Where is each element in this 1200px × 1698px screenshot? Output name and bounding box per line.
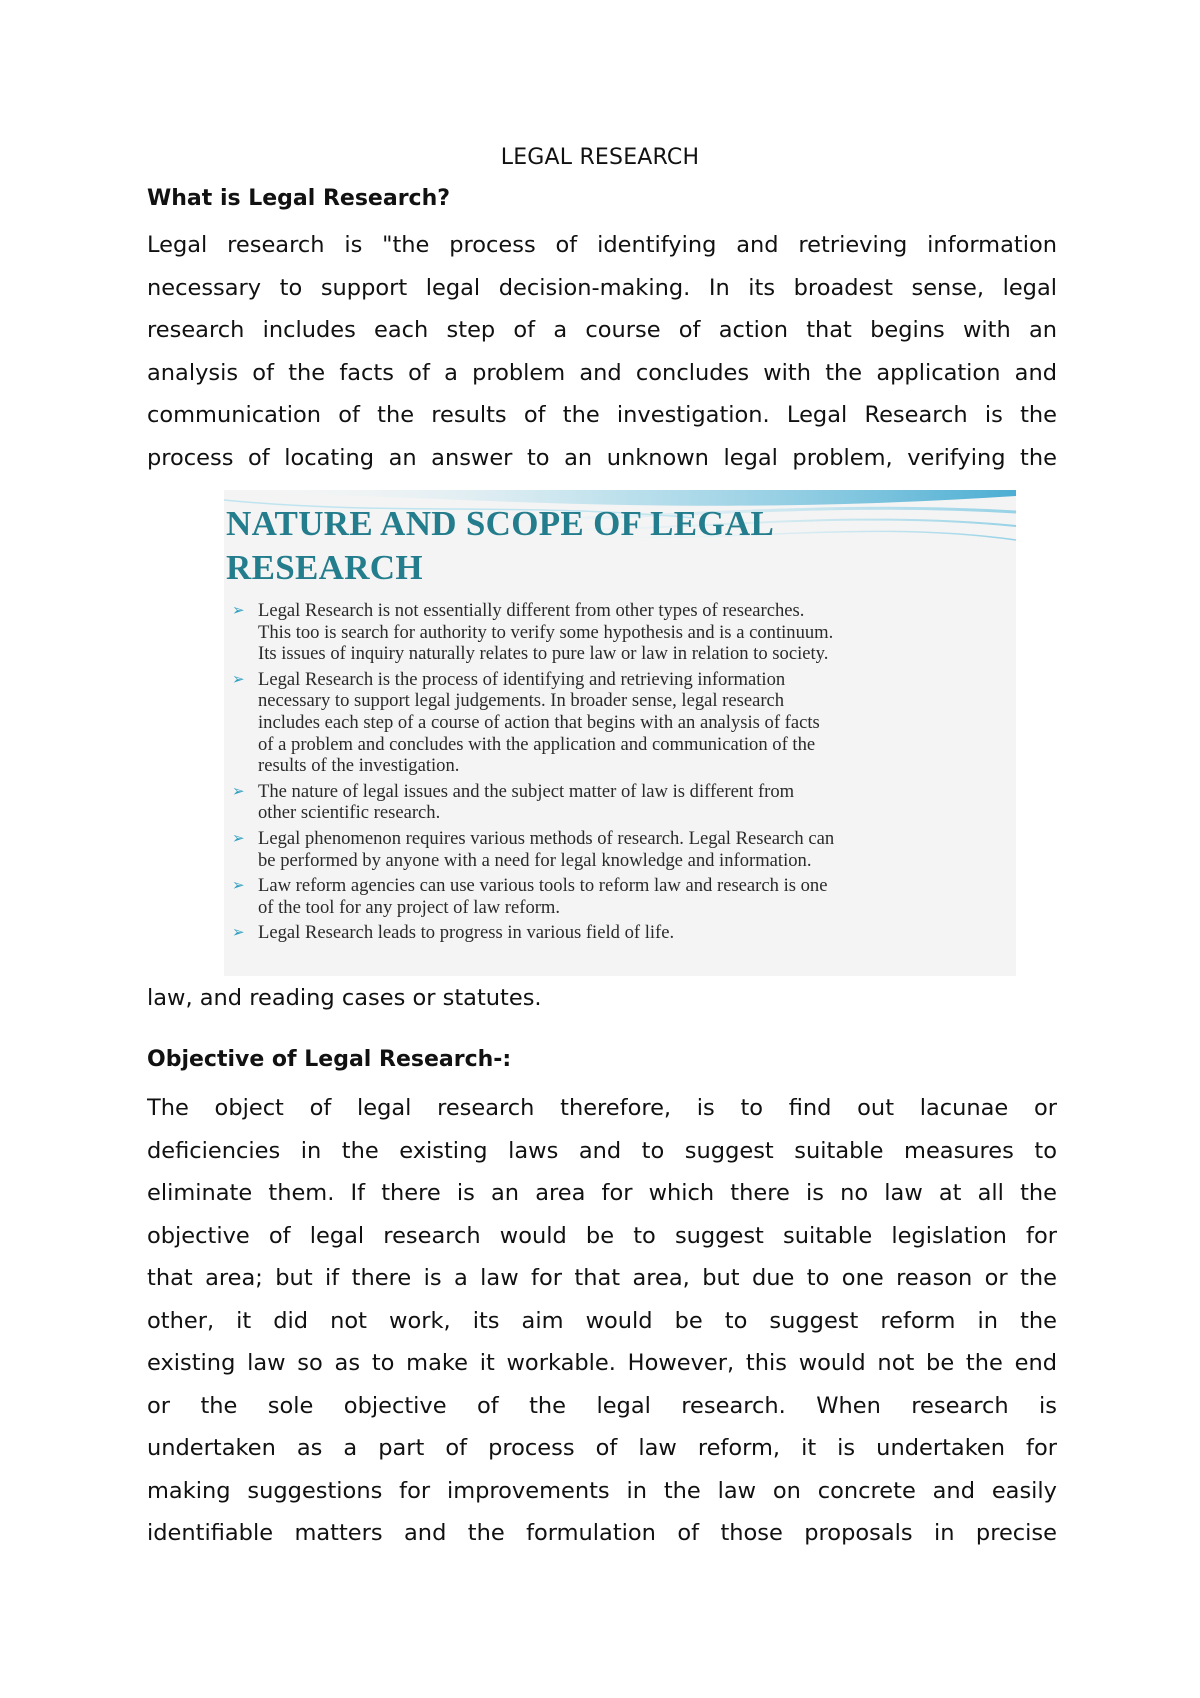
document-title: LEGAL RESEARCH: [500, 145, 700, 170]
slide-bullet-text: Law reform agencies can use various tools to reform law and research is one of the tool for any project of law reform.: [258, 875, 828, 918]
paragraph-line: deficiencies in the existing laws and to suggest suitable measures to: [147, 1137, 1057, 1164]
paragraph-line: process of locating an answer to an unknown legal problem, verifying the: [147, 444, 1057, 471]
arrow-bullet-icon: ➢: [232, 601, 245, 619]
arrow-bullet-icon: ➢: [232, 669, 245, 688]
paragraph-line: communication of the results of the investigation. Legal Research is the: [147, 402, 1057, 428]
slide-title-line2: RESEARCH: [226, 548, 423, 587]
slide-bullet-text: Legal phenomenon requires various methods of research. Legal Research can be performed by anyone with a need for legal knowledge and information.: [258, 827, 835, 871]
arrow-bullet-icon: ➢: [232, 828, 245, 847]
paragraph-line: The object of legal research therefore, is to find out lacunae or: [147, 1095, 1057, 1121]
slide-bullet-item: [232, 922, 1012, 944]
slide-bullet-item: [232, 781, 1012, 824]
paragraph-definition-continued: [147, 977, 1057, 1020]
section-heading-what-is: What is Legal Research?: [147, 186, 451, 211]
paragraph-line: that area; but if there is a law for that area, but due to one reason or the: [147, 1265, 1057, 1291]
nature-scope-slide-figure: [224, 490, 1016, 976]
paragraph-line: other, it did not work, its aim would be to suggest reform in the: [147, 1307, 1057, 1334]
arrow-bullet-icon: ➢: [232, 876, 245, 895]
slide-bullet-item: [232, 875, 1012, 918]
slide-bullet-text: Legal Research leads to progress in various field of life.: [258, 922, 675, 944]
slide-bullet-text: Legal Research is not essentially different from other types of researches. This too is search for authority to verify some hypothesis and is a continuum. Its issues of inquiry naturally relates to pure law or law in relation to society.: [258, 600, 834, 665]
paragraph-line: analysis of the facts of a problem and concludes with the application and: [147, 359, 1057, 386]
paragraph-line: Legal research is "the process of identifying and retrieving information: [147, 232, 1057, 258]
paragraph-line: objective of legal research would be to suggest suitable legislation for: [147, 1222, 1057, 1249]
paragraph-line: necessary to support legal decision-making. In its broadest sense, legal: [147, 274, 1057, 301]
paragraph-definition: [147, 224, 1057, 479]
paragraph-line: or the sole objective of the legal research. When research is: [147, 1392, 1057, 1419]
slide-title-line1: NATURE AND SCOPE OF LEGAL: [226, 504, 775, 543]
paragraph-line: research includes each step of a course of action that begins with an: [147, 317, 1057, 343]
arrow-bullet-icon: ➢: [232, 923, 245, 942]
slide-title: [226, 502, 774, 590]
section-heading-objective: Objective of Legal Research-:: [147, 1047, 512, 1072]
slide-bullet-item: [232, 828, 1012, 871]
paragraph-line: making suggestions for improvements in the law on concrete and easily: [147, 1477, 1057, 1504]
paragraph-objective: [147, 1087, 1057, 1555]
paragraph-line: eliminate them. If there is an area for which there is no law at all the: [147, 1180, 1057, 1206]
slide-bullet-text: The nature of legal issues and the subject matter of law is different from other scientific research.: [258, 780, 795, 824]
paragraph-line: undertaken as a part of process of law reform, it is undertaken for: [147, 1435, 1057, 1461]
paragraph-line: law, and reading cases or statutes.: [147, 985, 542, 1011]
slide-bullet-item: [232, 669, 1012, 777]
paragraph-line: existing law so as to make it workable. However, this would not be the end: [147, 1350, 1057, 1376]
slide-bullet-item: [232, 600, 1012, 665]
arrow-bullet-icon: ➢: [232, 781, 245, 800]
paragraph-line: identifiable matters and the formulation of those proposals in precise: [147, 1520, 1057, 1546]
slide-bullet-text: Legal Research is the process of identifying and retrieving information necessary to support legal judgements. In broader sense, legal research includes each step of a course of action that begins with an analysis of facts of a problem and concludes with the application and communication of the results of the investigation.: [258, 668, 820, 777]
slide-bullet-list: [232, 600, 1012, 948]
